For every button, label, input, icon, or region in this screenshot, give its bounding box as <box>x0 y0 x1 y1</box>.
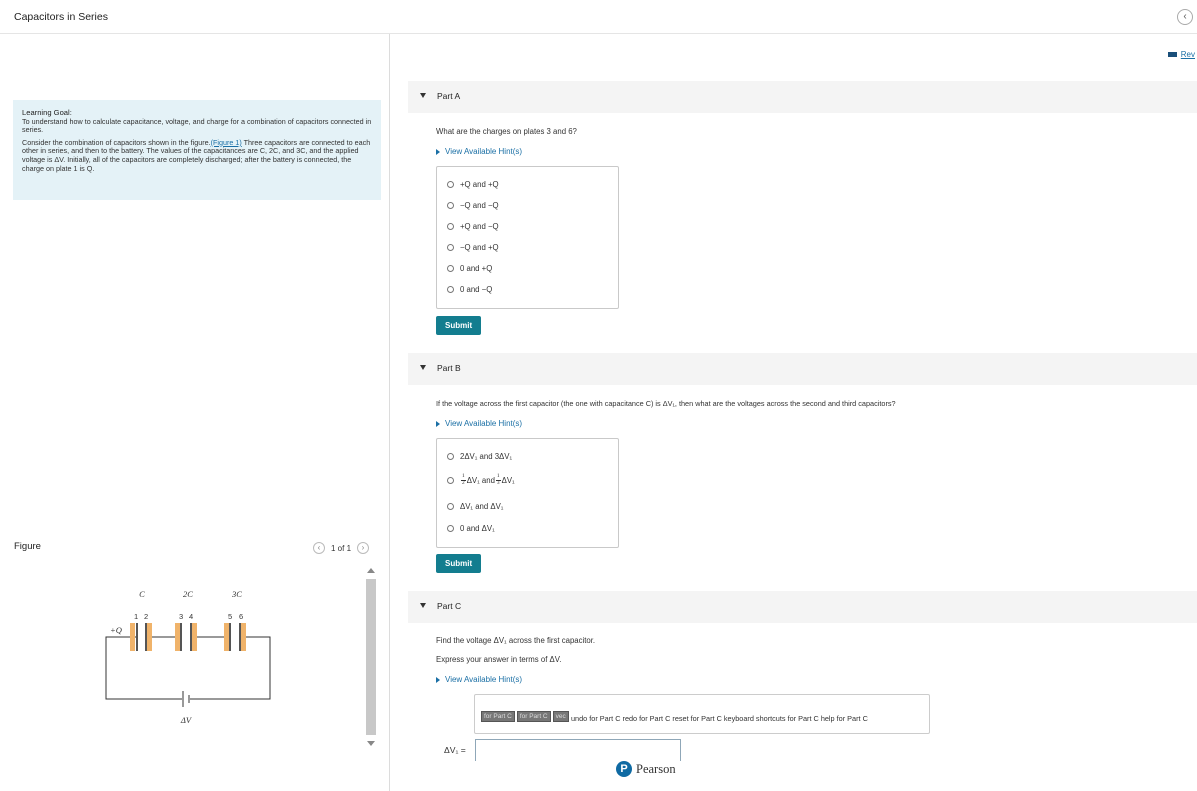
option-label: +Q and −Q <box>460 222 499 231</box>
plate-number-6: 6 <box>239 612 244 621</box>
page-title: Capacitors in Series <box>14 11 108 23</box>
part-b-hint-label: View Available Hint(s) <box>445 419 523 428</box>
part-b-hint-link[interactable] <box>436 419 522 428</box>
top-bar <box>0 0 1197 34</box>
pearson-logo-icon: P <box>616 761 632 777</box>
part-b-option-2[interactable] <box>447 474 515 486</box>
vec-button[interactable]: vec <box>553 711 569 722</box>
battery-symbol <box>183 691 189 707</box>
plate-number-5: 5 <box>228 612 233 621</box>
pearson-logo <box>616 761 676 777</box>
part-a-option-5[interactable] <box>447 264 492 273</box>
template-button[interactable]: for Part C <box>481 711 515 722</box>
capacitor-2-plate-4-edge <box>190 623 192 651</box>
figure-pager <box>313 542 369 554</box>
part-a-option-4[interactable] <box>447 243 499 252</box>
part-a-hint-link[interactable] <box>436 147 522 156</box>
capacitor-1-plate-2-edge <box>145 623 147 651</box>
collapse-triangle-icon <box>420 93 426 98</box>
hint-caret-icon <box>436 149 440 155</box>
radio-button[interactable] <box>447 265 454 272</box>
scroll-thumb[interactable] <box>366 579 376 735</box>
capacitor-3-plate-6-edge <box>239 623 241 651</box>
hint-caret-icon <box>436 677 440 683</box>
answer-label: ΔV₁ = <box>444 745 466 755</box>
collapse-triangle-icon <box>420 603 426 608</box>
cap-label-1: C <box>139 589 145 599</box>
part-a-option-2[interactable] <box>447 201 499 210</box>
charge-label: +Q <box>110 625 122 635</box>
collapse-triangle-icon <box>420 365 426 370</box>
part-c-question: Find the voltage ΔV₁ across the first capacitor. <box>436 636 596 645</box>
option-label: ΔV₁ <box>501 475 515 485</box>
part-b-question: If the voltage across the first capacitor (the one with capacitance C) is ΔV₁, then what are the voltages across the second and third capacitors? <box>436 399 896 408</box>
option-label: 0 and +Q <box>460 264 493 273</box>
panel-divider <box>389 34 390 791</box>
part-a-options <box>436 166 619 309</box>
part-a-header[interactable] <box>408 81 1197 113</box>
review-label: Rev <box>1180 50 1195 59</box>
capacitor-plates <box>130 623 246 651</box>
symbol-button[interactable]: for Part C <box>517 711 551 722</box>
part-a-submit-button[interactable]: Submit <box>436 316 481 335</box>
figure-next-button[interactable]: › <box>357 542 369 554</box>
answer-input[interactable] <box>475 739 681 761</box>
learning-goal-heading: Learning Goal: <box>22 108 72 117</box>
cap-label-2: 2C <box>183 589 193 599</box>
part-b-submit-button[interactable]: Submit <box>436 554 481 573</box>
part-a-option-6[interactable] <box>447 285 492 294</box>
part-a-hint-label: View Available Hint(s) <box>445 147 523 156</box>
option-label: −Q and −Q <box>460 201 499 210</box>
toolbar-actions-text[interactable]: undo for Part C redo for Part C reset for Part C keyboard shortcuts for Part C help for Part C <box>571 714 868 723</box>
capacitor-3-plate-5-edge <box>229 623 231 651</box>
radio-button[interactable] <box>447 202 454 209</box>
capacitor-3-plate-6 <box>241 623 246 651</box>
part-b-option-3[interactable] <box>447 502 503 511</box>
option-label: 2ΔV₁ and 3ΔV₁ <box>460 452 513 461</box>
problem-description <box>22 139 372 173</box>
plate-number-4: 4 <box>189 612 194 621</box>
description-text-end: Three capacitors are connected to each other in series, and then to the battery. The values of the capacitances are C, 2C, and 3C, and the applied voltage is ΔV. Initially, all of the capacitors are completely discharged; after the battery is connected, the charge on plate 1 is Q. <box>22 137 371 173</box>
math-input-toolbar <box>474 694 930 734</box>
capacitor-3-plate-5 <box>224 623 229 651</box>
part-b-title: Part B <box>437 363 461 373</box>
hint-caret-icon <box>436 421 440 427</box>
collapse-panel-button[interactable]: ‹ <box>1177 9 1193 25</box>
radio-button[interactable] <box>447 181 454 188</box>
fraction-numerator: 1 <box>462 473 465 479</box>
plate-number-3: 3 <box>179 612 184 621</box>
figure-page-indicator: 1 of 1 <box>331 543 352 553</box>
part-c-title: Part C <box>437 601 462 611</box>
fraction-one-half <box>461 474 466 486</box>
figure-prev-button[interactable]: ‹ <box>313 542 325 554</box>
capacitor-2-plate-3-edge <box>180 623 182 651</box>
fraction-numerator: 1 <box>496 473 500 479</box>
scroll-down-arrow-icon[interactable] <box>367 741 375 746</box>
toolbar-buttons <box>481 711 569 722</box>
fraction-one-third <box>496 474 501 486</box>
capacitor-1-plate-1 <box>130 623 135 651</box>
option-label: ΔV₁ and <box>466 475 495 485</box>
part-b-option-1[interactable] <box>447 452 512 461</box>
option-label: 0 and −Q <box>460 285 493 294</box>
radio-button[interactable] <box>447 223 454 230</box>
battery-label: ΔV <box>180 715 192 725</box>
option-label: +Q and +Q <box>460 180 499 189</box>
part-c-hint-label: View Available Hint(s) <box>445 675 523 684</box>
cap-label-3: 3C <box>232 589 242 599</box>
figure-link[interactable]: (Figure 1) <box>210 137 242 147</box>
review-icon <box>1168 52 1177 57</box>
part-b-header[interactable] <box>408 353 1197 385</box>
figure-scrollbar[interactable] <box>364 565 378 753</box>
capacitor-circuit-diagram <box>100 585 280 730</box>
figure-label: Figure <box>14 541 41 552</box>
option-label: ΔV₁ and ΔV₁ <box>460 502 504 511</box>
part-c-instruction: Express your answer in terms of ΔV. <box>436 655 562 664</box>
part-c-hint-link[interactable] <box>436 675 522 684</box>
part-a-question: What are the charges on plates 3 and 6? <box>436 127 577 136</box>
part-b-options <box>436 438 619 548</box>
radio-button[interactable] <box>447 286 454 293</box>
part-a-title: Part A <box>437 91 461 101</box>
radio-button[interactable] <box>447 525 454 532</box>
radio-button[interactable] <box>447 244 454 251</box>
learning-goal-box <box>13 100 381 200</box>
learning-goal-text: To understand how to calculate capacitance, voltage, and charge for a combination of capacitors connected in series. <box>22 116 372 135</box>
part-b-option-4[interactable] <box>447 524 495 533</box>
fraction-denominator: 3 <box>496 479 500 486</box>
capacitor-2-plate-3 <box>175 623 180 651</box>
option-label: 0 and ΔV₁ <box>460 524 495 533</box>
description-text-start: Consider the combination of capacitors shown in the figure. <box>22 137 211 147</box>
pearson-brand: Pearson <box>636 761 676 776</box>
part-a-option-1[interactable] <box>447 180 499 189</box>
radio-button[interactable] <box>447 453 454 460</box>
fraction-denominator: 2 <box>462 479 465 486</box>
radio-button[interactable] <box>447 503 454 510</box>
part-a-option-3[interactable] <box>447 222 499 231</box>
plate-number-1: 1 <box>134 612 139 621</box>
scroll-up-arrow-icon[interactable] <box>367 568 375 573</box>
capacitor-2-plate-4 <box>192 623 197 651</box>
part-c-header[interactable] <box>408 591 1197 623</box>
plate-number-2: 2 <box>144 612 149 621</box>
capacitor-1-plate-1-edge <box>136 623 138 651</box>
radio-button[interactable] <box>447 477 454 484</box>
review-link[interactable] <box>1168 50 1195 59</box>
option-label: −Q and +Q <box>460 243 499 252</box>
capacitor-1-plate-2 <box>147 623 152 651</box>
